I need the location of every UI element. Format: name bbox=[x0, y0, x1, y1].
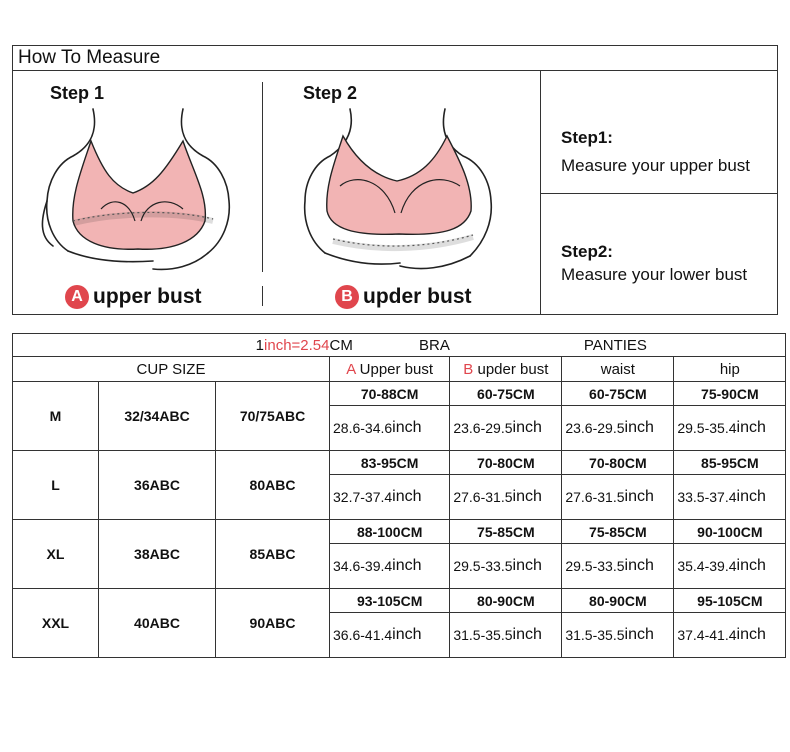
upper-bust-illustration bbox=[33, 101, 243, 281]
waist-inch-value: 23.6-29.5 bbox=[565, 420, 625, 436]
section-title: How To Measure bbox=[13, 46, 777, 71]
under-cm: 80-90CM bbox=[450, 589, 562, 613]
bra-label: BRA bbox=[419, 336, 450, 354]
hip-cm: 90-100CM bbox=[674, 520, 786, 544]
inch-unit: inch bbox=[512, 557, 542, 574]
cup-size-1: 40ABC bbox=[99, 589, 216, 658]
panel-divider bbox=[262, 82, 263, 272]
inch-unit: inch bbox=[392, 419, 422, 436]
inch-unit: inch bbox=[392, 626, 422, 643]
caption-upper-bust: upper bust bbox=[93, 285, 202, 308]
hip-inch-value: 33.5-37.4 bbox=[677, 489, 737, 505]
under-inch bbox=[450, 613, 562, 658]
size-chart-table bbox=[12, 333, 786, 658]
waist-inch bbox=[562, 406, 674, 451]
cup-size-header: CUP SIZE bbox=[13, 357, 330, 382]
waist-header: waist bbox=[562, 357, 674, 382]
under-bust-illustration bbox=[295, 101, 505, 281]
inch-unit: inch bbox=[512, 626, 542, 643]
upper-cm: 83-95CM bbox=[330, 451, 450, 475]
step1-heading: Step 1 bbox=[50, 83, 105, 103]
waist-inch-value: 27.6-31.5 bbox=[565, 489, 625, 505]
under-mark: B bbox=[463, 360, 474, 378]
under-cm: 60-75CM bbox=[450, 382, 562, 406]
hip-inch bbox=[674, 475, 786, 520]
under-cm: 70-80CM bbox=[450, 451, 562, 475]
hip-inch bbox=[674, 613, 786, 658]
table-subheader-row bbox=[13, 357, 786, 382]
under-bust-label: upder bust bbox=[477, 360, 549, 378]
inch-unit: inch bbox=[512, 488, 542, 505]
inch-unit: inch bbox=[392, 488, 422, 505]
conversion-suffix-cell bbox=[330, 334, 450, 357]
upper-bust-label: Upper bust bbox=[359, 360, 434, 378]
instruction1-title: Step1: bbox=[561, 128, 613, 147]
step2-panel bbox=[265, 71, 540, 315]
step1-caption bbox=[65, 285, 202, 309]
upper-inch bbox=[330, 544, 450, 589]
header-blank bbox=[450, 334, 562, 357]
under-inch bbox=[450, 544, 562, 589]
step2-heading: Step 2 bbox=[303, 83, 358, 103]
upper-bust-header bbox=[330, 357, 450, 382]
cup-size-1: 38ABC bbox=[99, 520, 216, 589]
cup-size-2: 80ABC bbox=[216, 451, 330, 520]
inch-unit: inch bbox=[736, 557, 766, 574]
hip-inch-value: 29.5-35.4 bbox=[677, 420, 737, 436]
under-inch bbox=[450, 406, 562, 451]
inch-unit: inch bbox=[392, 557, 422, 574]
under-inch-value: 27.6-31.5 bbox=[453, 489, 513, 505]
upper-inch bbox=[330, 475, 450, 520]
table-row bbox=[13, 520, 786, 544]
waist-cm: 75-85CM bbox=[562, 520, 674, 544]
upper-inch bbox=[330, 406, 450, 451]
waist-inch-value: 31.5-35.5 bbox=[565, 627, 625, 643]
conversion-mid: inch=2.54 bbox=[264, 336, 330, 354]
cup-size-1: 36ABC bbox=[99, 451, 216, 520]
under-inch-value: 31.5-35.5 bbox=[453, 627, 513, 643]
upper-cm: 70-88CM bbox=[330, 382, 450, 406]
upper-inch bbox=[330, 613, 450, 658]
upper-inch-value: 32.7-37.4 bbox=[333, 489, 393, 505]
badge-b: B bbox=[335, 285, 359, 309]
instruction2-text: Measure your lower bust bbox=[561, 265, 748, 284]
hip-header: hip bbox=[674, 357, 786, 382]
inch-unit: inch bbox=[736, 419, 766, 436]
upper-inch-value: 36.6-41.4 bbox=[333, 627, 393, 643]
step1-panel bbox=[13, 71, 263, 315]
inch-unit: inch bbox=[624, 419, 654, 436]
upper-cm: 93-105CM bbox=[330, 589, 450, 613]
panties-header bbox=[562, 334, 786, 357]
size-label: XXL bbox=[13, 589, 99, 658]
under-inch bbox=[450, 475, 562, 520]
cup-size-2: 70/75ABC bbox=[216, 382, 330, 451]
hip-inch bbox=[674, 544, 786, 589]
hip-cm: 85-95CM bbox=[674, 451, 786, 475]
conversion-suffix: CM bbox=[329, 336, 353, 354]
inch-unit: inch bbox=[512, 419, 542, 436]
waist-inch bbox=[562, 613, 674, 658]
table-row bbox=[13, 589, 786, 613]
waist-inch-value: 29.5-33.5 bbox=[565, 558, 625, 574]
hip-inch-value: 37.4-41.4 bbox=[677, 627, 737, 643]
cup-size-1: 32/34ABC bbox=[99, 382, 216, 451]
step2-caption bbox=[335, 285, 472, 309]
inch-unit: inch bbox=[624, 488, 654, 505]
waist-cm: 60-75CM bbox=[562, 382, 674, 406]
hip-inch bbox=[674, 406, 786, 451]
under-cm: 75-85CM bbox=[450, 520, 562, 544]
instruction1-text: Measure your upper bust bbox=[561, 156, 750, 175]
panel-divider bbox=[262, 286, 263, 306]
cup-size-2: 85ABC bbox=[216, 520, 330, 589]
upper-inch-value: 28.6-34.6 bbox=[333, 420, 393, 436]
waist-cm: 70-80CM bbox=[562, 451, 674, 475]
inch-unit: inch bbox=[624, 626, 654, 643]
badge-a: A bbox=[65, 285, 89, 309]
under-inch-value: 29.5-33.5 bbox=[453, 558, 513, 574]
conversion-note bbox=[13, 334, 330, 357]
hip-cm: 75-90CM bbox=[674, 382, 786, 406]
size-label: L bbox=[13, 451, 99, 520]
size-label: XL bbox=[13, 520, 99, 589]
table-header-row bbox=[13, 334, 786, 357]
conversion-prefix: 1 bbox=[255, 336, 265, 354]
waist-cm: 80-90CM bbox=[562, 589, 674, 613]
instruction2-title: Step2: bbox=[561, 242, 613, 261]
panties-label: PANTIES bbox=[583, 336, 647, 354]
table-row bbox=[13, 451, 786, 475]
upper-inch-value: 34.6-39.4 bbox=[333, 558, 393, 574]
inch-unit: inch bbox=[736, 626, 766, 643]
panel-divider bbox=[540, 193, 778, 194]
table-row bbox=[13, 382, 786, 406]
under-bust-header bbox=[450, 357, 562, 382]
hip-cm: 95-105CM bbox=[674, 589, 786, 613]
upper-cm: 88-100CM bbox=[330, 520, 450, 544]
how-to-measure-panel bbox=[12, 45, 778, 315]
waist-inch bbox=[562, 475, 674, 520]
hip-inch-value: 35.4-39.4 bbox=[677, 558, 737, 574]
cup-size-2: 90ABC bbox=[216, 589, 330, 658]
inch-unit: inch bbox=[624, 557, 654, 574]
size-label: M bbox=[13, 382, 99, 451]
upper-mark: A bbox=[346, 360, 356, 378]
waist-inch bbox=[562, 544, 674, 589]
inch-unit: inch bbox=[736, 488, 766, 505]
caption-under-bust: upder bust bbox=[363, 285, 472, 308]
under-inch-value: 23.6-29.5 bbox=[453, 420, 513, 436]
